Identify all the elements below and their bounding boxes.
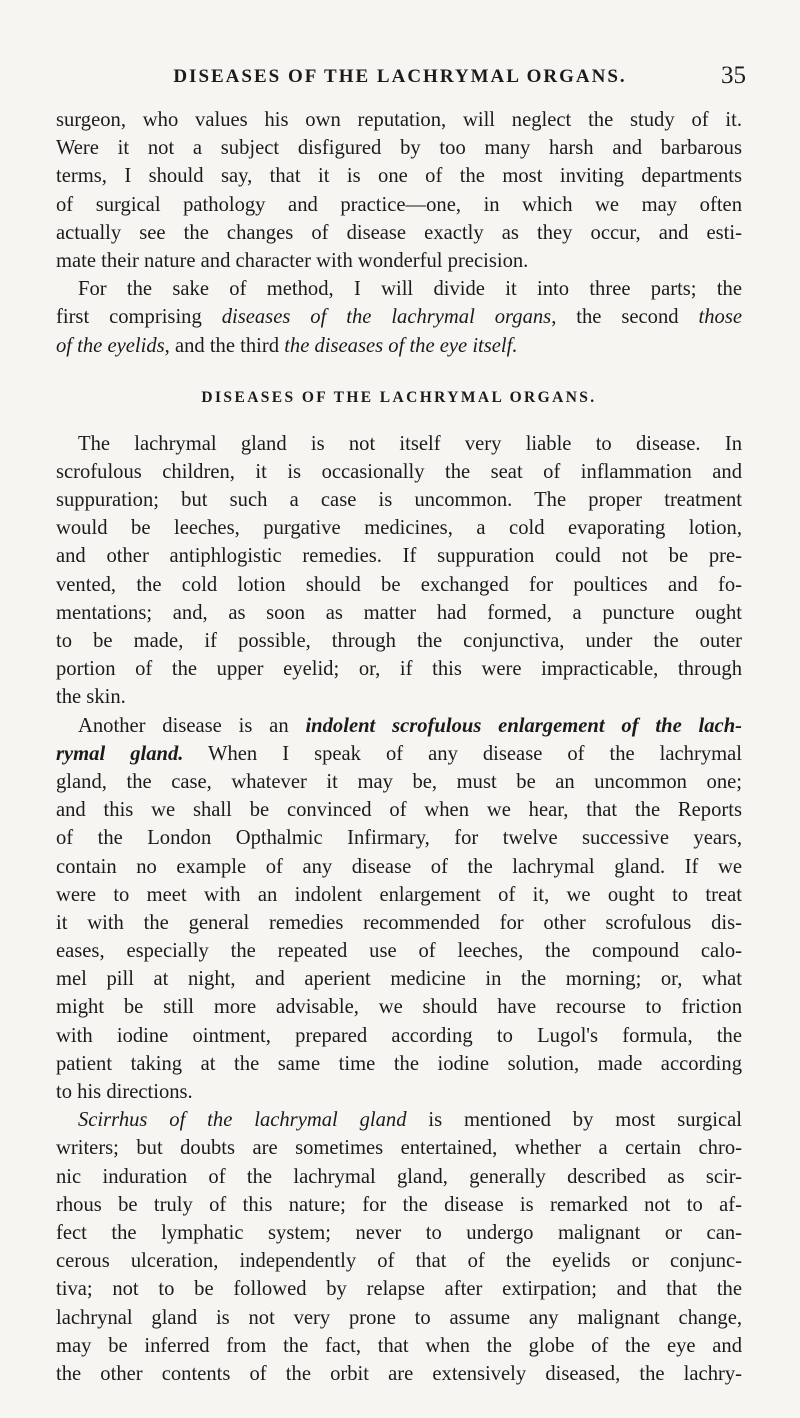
- text-line: terms, I should say, that it is one of the most inviting departments: [56, 165, 742, 188]
- text-line: Another disease is an indolent scrofulous enlargement of the lach-: [78, 714, 742, 737]
- text-line: actually see the changes of disease exactly as they occur, and esti-: [56, 221, 742, 244]
- text-line: would be leeches, purgative medicines, a cold evaporating lotion,: [56, 517, 742, 540]
- text-line: and other antiphlogistic remedies. If suppuration could not be pre-: [56, 545, 742, 568]
- text-line: scrofulous children, it is occasionally the seat of inflammation and: [56, 460, 742, 483]
- text-line: lachrynal gland is not very prone to assume any malignant change,: [56, 1306, 742, 1329]
- text-line: surgeon, who values his own reputation, will neglect the study of it.: [56, 109, 742, 131]
- text-line: might be still more advisable, we should have recourse to friction: [56, 996, 742, 1019]
- text-line: patient taking at the same time the iodine solution, made according: [56, 1052, 742, 1075]
- text-line: rhous be truly of this nature; for the disease is remarked not to af-: [56, 1193, 742, 1216]
- text-line: mentations; and, as soon as matter had formed, a puncture ought: [56, 601, 742, 624]
- body-text: [56, 106, 742, 1388]
- text-line: of the eyelids, and the third the diseases of the eye itself.: [56, 334, 518, 357]
- text-line: of the London Opthalmic Infirmary, for twelve successive years,: [56, 827, 742, 850]
- text-line: eases, especially the repeated use of leeches, the compound calo-: [56, 940, 742, 963]
- text-line: cerous ulceration, independently of that of the eyelids or conjunc-: [56, 1250, 742, 1273]
- running-head: [0, 60, 800, 94]
- text-line: first comprising diseases of the lachrymal organs, the second those: [56, 306, 742, 329]
- text-line: writers; but doubts are sometimes entertained, whether a certain chro-: [56, 1137, 742, 1160]
- text-line: of surgical pathology and practice—one, in which we may often: [56, 193, 742, 216]
- text-line: may be inferred from the fact, that when the globe of the eye and: [56, 1334, 742, 1357]
- text-line: fect the lymphatic system; never to undergo malignant or can-: [56, 1221, 742, 1244]
- text-line: suppuration; but such a case is uncommon. The proper treatment: [56, 489, 742, 512]
- text-line: to his directions.: [56, 1081, 193, 1103]
- text-line: with iodine ointment, prepared according to Lugol's formula, the: [56, 1024, 742, 1047]
- text-line: The lachrymal gland is not itself very liable to disease. In: [78, 432, 742, 455]
- running-title: DISEASES OF THE LACHRYMAL ORGANS.: [173, 66, 627, 87]
- page-number: 35: [721, 62, 746, 89]
- section-heading: DISEASES OF THE LACHRYMAL ORGANS.: [201, 388, 597, 406]
- text-line: and this we shall be convinced of when we hear, that the Reports: [56, 799, 742, 822]
- text-line: For the sake of method, I will divide it into three parts; the: [78, 278, 742, 301]
- text-line: were to meet with an indolent enlargement of it, we ought to treat: [56, 883, 742, 906]
- text-line: Scirrhus of the lachrymal gland is mentioned by most surgical: [78, 1109, 742, 1132]
- text-line: the other contents of the orbit are extensively diseased, the lachry-: [56, 1362, 742, 1385]
- text-line: Were it not a subject disfigured by too many harsh and barbarous: [56, 137, 742, 160]
- text-line: contain no example of any disease of the lachrymal gland. If we: [56, 855, 742, 878]
- text-line: gland, the case, whatever it may be, must be an uncommon one;: [56, 770, 742, 793]
- text-line: to be made, if possible, through the conjunctiva, under the outer: [56, 630, 742, 652]
- text-line: portion of the upper eyelid; or, if this were impracticable, through: [56, 658, 742, 681]
- text-line: mate their nature and character with wonderful precision.: [56, 249, 529, 272]
- text-line: the skin.: [56, 686, 126, 709]
- text-line: rymal gland. When I speak of any disease of the lachrymal: [56, 742, 742, 765]
- text-line: it with the general remedies recommended for other scrofulous dis-: [56, 911, 742, 934]
- text-line: nic induration of the lachrymal gland, generally described as scir-: [56, 1165, 742, 1188]
- text-line: mel pill at night, and aperient medicine in the morning; or, what: [56, 968, 742, 991]
- text-line: tiva; not to be followed by relapse after extirpation; and that the: [56, 1278, 742, 1301]
- text-line: vented, the cold lotion should be exchanged for poultices and fo-: [56, 573, 742, 596]
